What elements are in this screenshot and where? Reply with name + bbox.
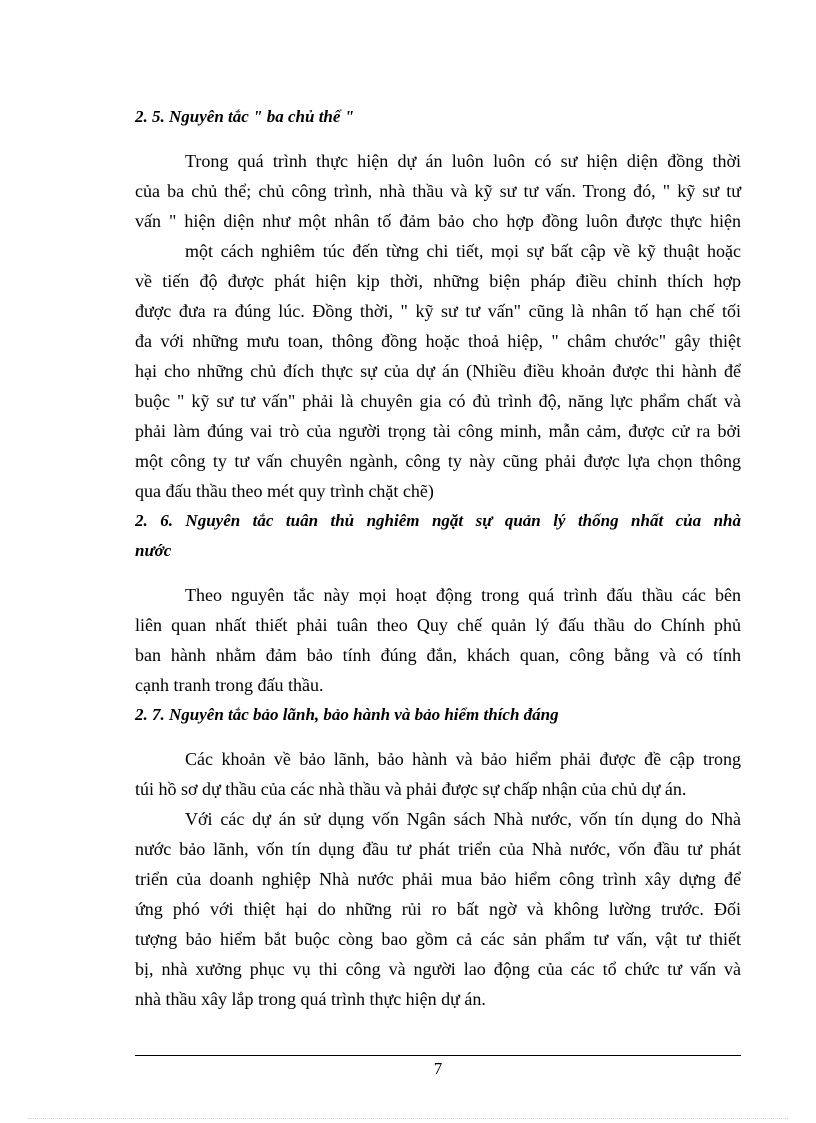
paragraph-ba-chu-the <box>135 146 741 506</box>
footer-divider <box>135 1055 741 1056</box>
text-line: Theo nguyên tắc này mọi hoạt động trong quá trình đấu thầu các bên <box>185 585 741 605</box>
page-edge-divider <box>28 1118 788 1119</box>
text-line: qua đấu thầu theo mét quy trình chặt chẽ) <box>135 481 434 501</box>
section-heading-2-6: 2. 6. Nguyên tắc tuân thủ nghiêm ngặt sự quản lý thống nhất của nhà <box>135 511 741 530</box>
text-line: một cách nghiêm túc đến từng chi tiết, mọi sự bất cập về kỹ thuật hoặc <box>185 241 741 261</box>
text-line: Với các dự án sử dụng vốn Ngân sách Nhà nước, vốn tín dụng do Nhà <box>185 809 741 829</box>
text-line: tượng bảo hiểm bắt buộc còng bao gồm cả các sản phẩm tư vấn, vật tư thiết <box>135 929 741 949</box>
text-line: túi hồ sơ dự thầu của các nhà thầu và phải được sự chấp nhận của chủ dự án. <box>135 779 687 799</box>
paragraph-quan-ly-nha-nuoc <box>135 580 741 700</box>
document-body <box>135 102 741 1014</box>
text-line: ban hành nhằm đảm bảo tính đúng đắn, khách quan, công bằng và có tính <box>135 645 741 665</box>
text-line: phải làm đúng vai trò của người trọng tài công minh, mẫn cảm, được cử ra bởi <box>135 421 741 441</box>
text-line: của ba chủ thể; chủ công trình, nhà thầu và kỹ sư tư vấn. Trong đó, " kỹ sư tư <box>135 181 741 201</box>
paragraph-bao-hiem <box>135 804 741 1014</box>
section-heading-2-6-continued: nước <box>135 541 172 560</box>
section-heading-2-5: 2. 5. Nguyên tắc " ba chủ thể " <box>135 107 355 126</box>
text-line: Trong quá trình thực hiện dự án luôn luôn có sư hiện diện đồng thời <box>185 151 741 171</box>
text-line: về tiến độ được phát hiện kịp thời, những biện pháp điều chỉnh thích hợp <box>135 271 741 291</box>
text-line: ứng phó với thiệt hại do những rủi ro bất ngờ và không lường trước. Đối <box>135 899 741 919</box>
text-line: buộc " kỹ sư tư vấn" phải là chuyên gia có đủ trình độ, năng lực phẩm chất và <box>135 391 741 411</box>
text-line: được đưa ra đúng lúc. Đồng thời, " kỹ sư tư vấn" cũng là nhân tố hạn chế tối <box>135 301 741 321</box>
paragraph-bao-lanh <box>135 744 741 804</box>
text-line: Các khoản về bảo lãnh, bảo hành và bảo hiểm phải được đề cập trong <box>185 749 741 769</box>
text-line: một công ty tư vấn chuyên ngành, công ty này cũng phải được lựa chọn thông <box>135 451 741 471</box>
page-number: 7 <box>433 1059 443 1078</box>
text-line: đa với những mưu toan, thông đồng hoặc thoả hiệp, " châm chước" gây thiệt <box>135 331 741 351</box>
text-line: hại cho những chủ đích thực sự của dự án (Nhiều điều khoản được thi hành để <box>135 361 741 381</box>
text-line: triển của doanh nghiệp Nhà nước phải mua bảo hiểm công trình xây dựng để <box>135 869 741 889</box>
text-line: liên quan nhất thiết phải tuân theo Quy chế quản lý đấu thầu do Chính phủ <box>135 615 741 635</box>
text-line: nước bảo lãnh, vốn tín dụng đầu tư phát triển của Nhà nước, vốn đầu tư phát <box>135 839 741 859</box>
text-line: nhà thầu xây lắp trong quá trình thực hiện dự án. <box>135 989 486 1009</box>
text-line: vấn " hiện diện như một nhân tố đảm bảo cho hợp đồng luôn được thực hiện <box>135 211 741 231</box>
text-line: bị, nhà xưởng phục vụ thi công và người lao động của các tổ chức tư vấn và <box>135 959 741 979</box>
text-line: cạnh tranh trong đấu thầu. <box>135 675 324 695</box>
section-heading-2-7: 2. 7. Nguyên tắc bảo lãnh, bảo hành và bảo hiểm thích đáng <box>135 705 559 724</box>
